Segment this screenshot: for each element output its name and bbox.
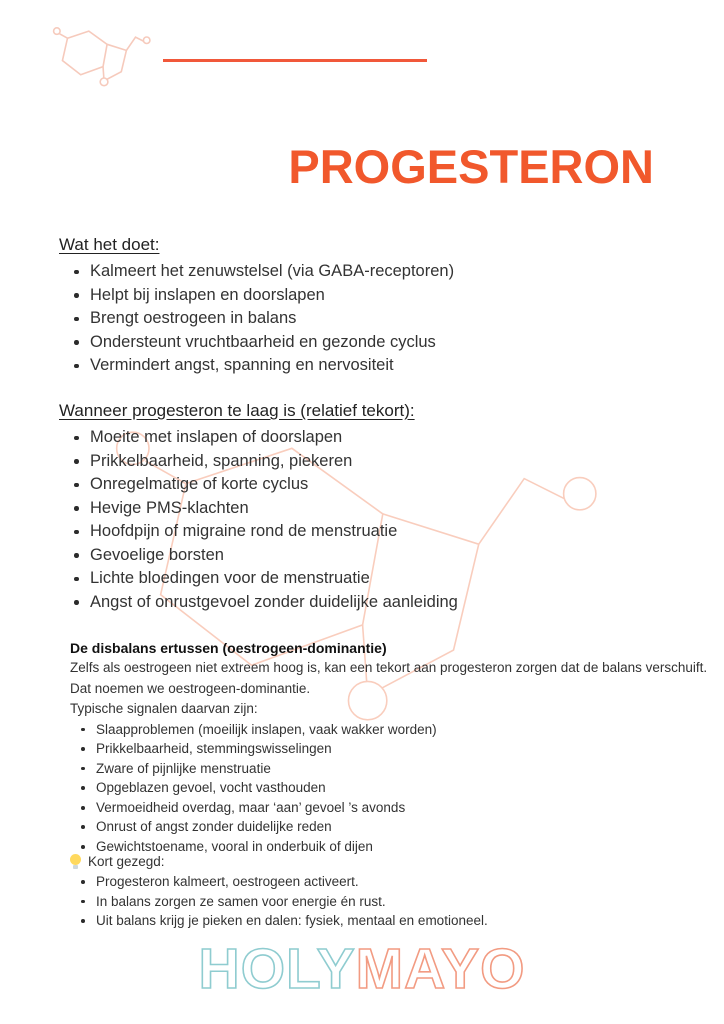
- logo-mayo: MAYO: [355, 937, 526, 1001]
- list-item: Moeite met inslapen of doorslapen: [59, 426, 639, 450]
- section-too-low: [59, 401, 639, 614]
- page-title: PROGESTERON: [288, 140, 654, 193]
- list-item: Onrust of angst zonder duidelijke reden: [70, 817, 710, 837]
- list-item: Angst of onrustgevoel zonder duidelijke aanleiding: [59, 591, 639, 615]
- list-item: Kalmeert het zenuwstelsel (via GABA-receptoren): [59, 260, 639, 284]
- list-item: Lichte bloedingen voor de menstruatie: [59, 567, 639, 591]
- summary-list: [70, 872, 710, 931]
- imbalance-list: [70, 720, 710, 857]
- section-summary: [70, 854, 710, 931]
- list-item: Hevige PMS-klachten: [59, 497, 639, 521]
- section-imbalance: [70, 640, 710, 857]
- list-item: Hoofdpijn of migraine rond de menstruatie: [59, 520, 639, 544]
- molecule-icon: [50, 24, 152, 91]
- summary-heading-row: [70, 854, 710, 869]
- section-heading: Wat het doet:: [59, 235, 160, 254]
- list-item: Helpt bij inslapen en doorslapen: [59, 284, 639, 308]
- list-item: Slaapproblemen (moeilijk inslapen, vaak wakker worden): [70, 720, 710, 740]
- list-item: Progesteron kalmeert, oestrogeen activeert.: [70, 872, 710, 892]
- logo-holy: HOLY: [198, 937, 356, 1001]
- top-divider: [163, 59, 427, 62]
- list-item: Brengt oestrogeen in balans: [59, 307, 639, 331]
- list-item: In balans zorgen ze samen voor energie én rust.: [70, 892, 710, 912]
- section-heading: Kort gezegd:: [88, 854, 165, 869]
- imbalance-paragraph: Zelfs als oestrogeen niet extreem hoog is, kan een tekort aan progesteron zorgen dat de balans verschuift. Dat noemen we oestrogeen-dominantie.: [70, 660, 708, 696]
- too-low-list: [59, 426, 639, 614]
- list-item: Uit balans krijg je pieken en dalen: fysiek, mentaal en emotioneel.: [70, 911, 710, 931]
- list-item: Vermoeidheid overdag, maar ‘aan’ gevoel ’s avonds: [70, 798, 710, 818]
- list-item: Gevoelige borsten: [59, 544, 639, 568]
- list-item: Vermindert angst, spanning en nervositeit: [59, 354, 639, 378]
- list-item: Gewichtstoename, vooral in onderbuik of dijen: [70, 837, 710, 857]
- what-it-does-list: [59, 260, 639, 378]
- section-heading: Wanneer progesteron te laag is (relatief tekort):: [59, 401, 415, 420]
- list-item: Prikkelbaarheid, spanning, piekeren: [59, 450, 639, 474]
- list-item: Prikkelbaarheid, stemmingswisselingen: [70, 739, 710, 759]
- section-what-it-does: [59, 235, 639, 378]
- imbalance-lead-in: Typische signalen daarvan zijn:: [70, 701, 258, 716]
- list-item: Opgeblazen gevoel, vocht vasthouden: [70, 778, 710, 798]
- list-item: Onregelmatige of korte cyclus: [59, 473, 639, 497]
- section-heading: De disbalans ertussen (oestrogeen-dominantie): [70, 640, 387, 656]
- lightbulb-icon: [70, 854, 81, 865]
- list-item: Zware of pijnlijke menstruatie: [70, 759, 710, 779]
- brand-logo: [0, 936, 724, 1002]
- list-item: Ondersteunt vruchtbaarheid en gezonde cyclus: [59, 331, 639, 355]
